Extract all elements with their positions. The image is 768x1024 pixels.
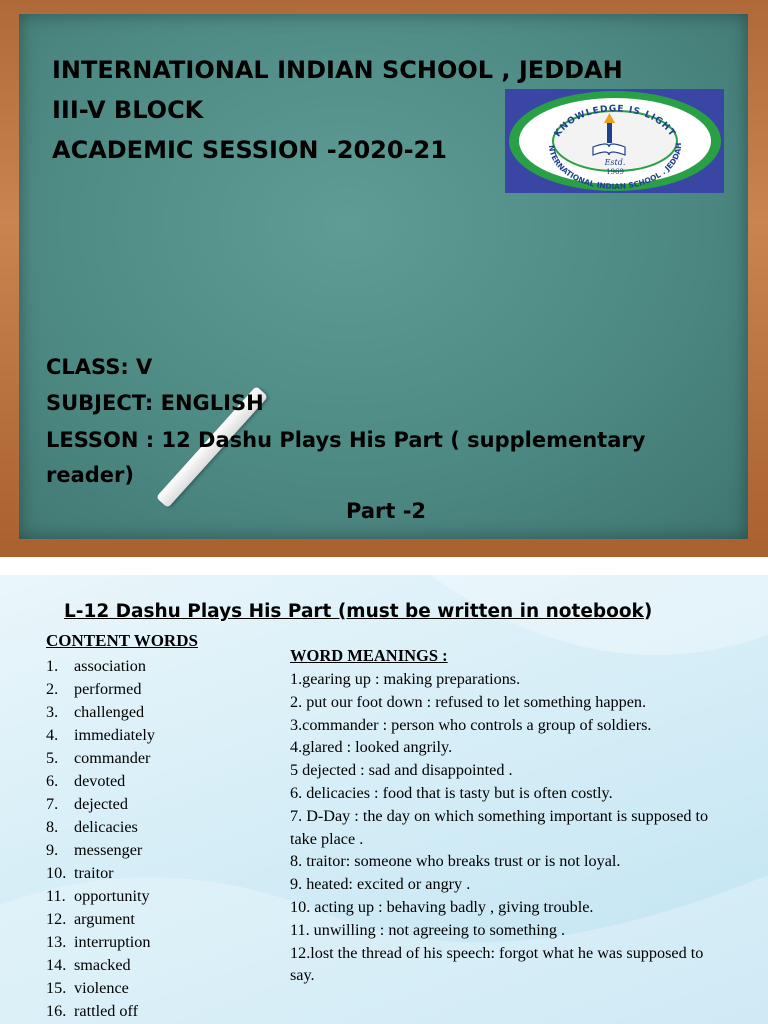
logo-ring-text: NTERNATIONAL INDIAN SCHOOL . JEDDAH	[546, 142, 684, 192]
word-meanings-heading: WORD MEANINGS :	[290, 646, 448, 665]
content-words-list	[46, 655, 155, 1023]
list-item: 12.lost the thread of his speech: forgot what he was supposed to say.	[290, 943, 704, 985]
list-item: 10. acting up : behaving badly , giving trouble.	[290, 897, 594, 916]
block-name: III-V BLOCK	[52, 96, 204, 124]
list-item: 5 dejected : sad and disappointed .	[290, 761, 513, 780]
list-item: 9. messenger	[46, 841, 143, 859]
list-item: 4.glared : looked angrily.	[290, 738, 453, 757]
list-item: 6. devoted	[46, 772, 126, 790]
list-item: 8. delicacies	[46, 818, 138, 836]
notes-title-end: )	[643, 601, 653, 622]
word-meanings-list	[290, 668, 730, 987]
logo-motto: KNOWLEDGE IS LIGHT	[552, 104, 678, 139]
academic-session: ACADEMIC SESSION -2020-21	[52, 136, 447, 164]
school-name: INTERNATIONAL INDIAN SCHOOL , JEDDAH	[52, 56, 623, 84]
list-item: 5. commander	[46, 749, 151, 767]
list-item: 3. challenged	[46, 703, 145, 721]
list-item: 11. opportunity	[46, 887, 150, 905]
list-item: 12. argument	[46, 910, 135, 928]
list-item: 8. traitor: someone who breaks trust or is not loyal.	[290, 852, 621, 871]
notes-title-text: L-12 Dashu Plays His Part (must be written in notebook	[64, 601, 644, 622]
list-item: 1.gearing up : making preparations.	[290, 670, 521, 688]
list-item: 3.commander : person who controls a group of soldiers.	[290, 715, 652, 734]
list-item: 1. association	[46, 657, 146, 675]
notes-title	[64, 601, 652, 622]
list-item: 2. put our foot down : refused to let something happen.	[290, 692, 647, 711]
list-item: 11. unwilling : not agreeing to something .	[290, 920, 566, 939]
list-item: 10. traitor	[46, 864, 114, 882]
list-item: 13. interruption	[46, 933, 151, 951]
list-item: 7. dejected	[46, 795, 128, 813]
logo-estd: Estd.	[604, 158, 626, 167]
subject-label: SUBJECT: ENGLISH	[46, 391, 264, 415]
class-label: CLASS: V	[46, 355, 153, 379]
notes-slide	[0, 575, 768, 1024]
lesson-label: LESSON : 12 Dashu Plays His Part ( supplementary	[46, 428, 646, 452]
list-item: 4. immediately	[46, 726, 155, 744]
list-item: 6. delicacies : food that is tasty but is often costly.	[290, 783, 613, 802]
list-item: 2. performed	[46, 680, 142, 698]
list-item: 9. heated: excited or angry .	[290, 875, 471, 894]
list-item: 15. violence	[46, 979, 129, 997]
list-item: 16. rattled off	[46, 1002, 138, 1020]
list-item: 7. D-Day : the day on which something important is supposed to take place .	[290, 806, 709, 848]
lesson-label-continued: reader)	[46, 463, 134, 487]
list-item: 14. smacked	[46, 956, 131, 974]
part-label: Part -2	[346, 499, 427, 523]
logo-year: 1969	[606, 168, 624, 176]
school-logo	[505, 89, 724, 193]
content-words-heading: CONTENT WORDS	[46, 631, 198, 650]
